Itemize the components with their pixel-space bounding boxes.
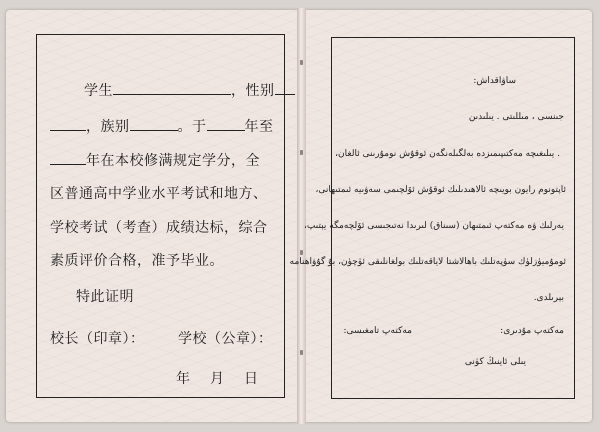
school-seal-label: 学校（公章）： xyxy=(178,331,273,347)
stitch-mark xyxy=(300,250,303,255)
date-day: 日 xyxy=(244,371,259,387)
uyghur-principal-label: مەكتەپ مۇدىرى: xyxy=(500,326,564,336)
school-exam-line: 学校考试（考查）成绩达标，综合 xyxy=(50,220,268,236)
year-to-label: 年至 xyxy=(244,119,274,135)
uyghur-line-7: بېرىلدى. xyxy=(533,293,564,303)
stitch-mark xyxy=(300,350,303,355)
uyghur-date-line: يىلى ئاينىڭ كۈنى xyxy=(464,357,526,367)
uyghur-line-1: ساۋاقداش: xyxy=(473,76,516,86)
study-line xyxy=(50,150,260,170)
start-year-blank xyxy=(207,118,245,131)
uyghur-line-6: ئومۇميۈزلۈك سۈپەتلىك باھالاشتا لاياقەتلىك بولغانلىقى ئۈچۈن، بۇ گۇۋاھنامە xyxy=(289,257,566,267)
evaluation-line: 素质评价合格，准予毕业。 xyxy=(50,253,224,269)
right-border-frame xyxy=(331,37,575,399)
ethnicity-blank xyxy=(130,118,178,131)
principal-label: 校长（印章）： xyxy=(50,331,145,347)
uyghur-line-2: جىنسى ، مىللىتى . يىلىدىن xyxy=(468,112,564,122)
stitch-mark xyxy=(300,60,303,65)
uyghur-line-3: . يىلىغىچە مەكتىپىمىزدە بەلگىلەنگەن ئوقۇش نومۇرىنى ئالغان، xyxy=(335,149,560,159)
end-year-blank xyxy=(50,152,86,165)
ethnicity-label: ，族别 xyxy=(86,119,130,135)
from-label: 。于 xyxy=(177,119,207,135)
student-label: 学生 xyxy=(84,83,113,99)
ethnicity-blank-lead xyxy=(50,118,86,131)
uyghur-school-seal-label: مەكتەپ تامغىسى: xyxy=(343,326,412,336)
gender-blank xyxy=(275,82,295,95)
date-year: 年 xyxy=(176,371,191,387)
stitch-mark xyxy=(300,150,303,155)
uyghur-line-4: ئاپتونوم رايون بويىچە ئالاھىدىلىك ئوقۇش ئۆلچىمى سەۋىيە ئىمتىھانى، xyxy=(315,185,566,195)
certify-text: 特此证明 xyxy=(76,289,134,305)
name-blank xyxy=(113,82,231,95)
uyghur-line-5: يەرلىك ۋە مەكتەپ ئىمتىھان (سىناق) لىرىدا نەتىجىسى ئۆلچەمگە يېتىپ، xyxy=(304,221,564,231)
date-month: 月 xyxy=(210,371,225,387)
book-spine xyxy=(297,8,306,424)
exam-line: 区普通高中学业水平考试和地方、 xyxy=(50,186,268,202)
student-name-line xyxy=(84,80,295,100)
study-text: 年在本校修满规定学分，全 xyxy=(86,153,260,169)
gender-label: ，性别 xyxy=(231,83,275,99)
ethnicity-line xyxy=(50,116,274,136)
